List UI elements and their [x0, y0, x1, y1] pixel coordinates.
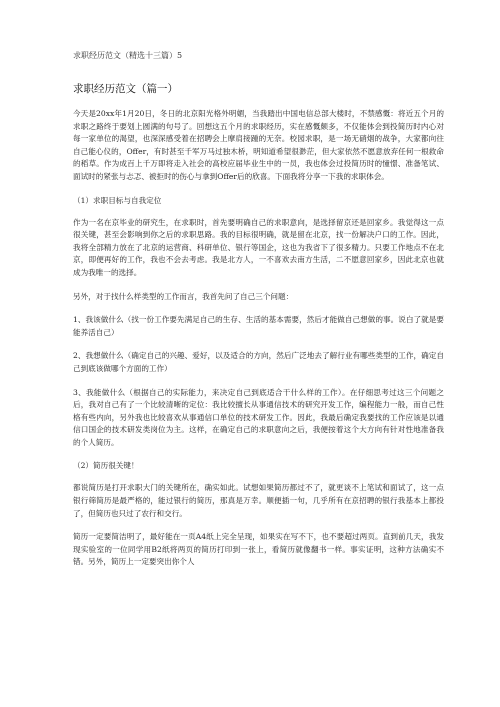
document-title: 求职经历范文（精选十三篇）5 [73, 51, 183, 60]
paragraph-intro: 今天是20xx年1月20日，冬日的北京阳光格外明媚，当我踏出中国电信总部大楼时，不禁感慨：将近五个月的求职之路终于要划上圆满的句号了。回想这五个月的求职经历，实在感慨颇多，不仅能体会到投简历时内心对每一家单位的渴望，也深深感受着在招聘会上摩肩接踵的无奈。校园求职，是一场无硝烟的战争，大家都向往自己能心仪的，Offer，有时甚至千军万马过独木桥，明知道希望很渺茫，但大家依然不愿意放弃任何一根救命的稻草。作为成百上千万即将走入社会的高校应届毕业生中的一员，我也体会过投简历时的憧憬、准备笔试、面试时的紧张与忐忑、被拒时的伤心与拿到Offer后的欣喜。下面我将分享一下我的求职体会。 [73, 109, 444, 181]
subheading-goals: （1）求职目标与自我定位 [73, 195, 162, 205]
paragraph-resume-key: 都说简历是打开求职大门的关键所在，确实如此。试想如果简历都过不了，就更谈不上笔试和面试了，这一点银行筛简历是最严格的，能过银行的简历，那真是万幸。顺便插一句，几乎所有在京招聘的银行我基本上都投了，但简历也只过了农行和交行。 [73, 483, 444, 518]
section-title: 求职经历范文（篇一） [73, 83, 178, 95]
paragraph-question-3: 3、我能做什么（根据自己的实际能力，来决定自己到底适合干什么样的工作）。在仔细思考过这三个问题之后，我对自己有了一个比较清晰的定位：我比较擅长从事通信技术的研究开发工作，编程能力一般，而自己性格有些内向，另外我也比较喜欢从事通信口单位的技术研发工作。因此，我最后确定我要找的工作应该是以通信口国企的技术研发类岗位为主。这样，在确定自己的求职意向之后，我便按着这个大方向有针对性地准备我的个人简历。 [73, 387, 444, 447]
paragraph-question-1: 1、我该做什么（找一份工作要先满足自己的生存、生活的基本需要，然后才能做自己想做的事。说白了就是要能养活自己） [73, 315, 444, 337]
paragraph-goals: 作为一名在京毕业的研究生，在求职时，首先要明确自己的求职意向，是选择留京还是回家乡。我觉得这一点很关键，甚至会影响到你之后的求职思路。我的目标很明确，就是留在北京，找一份解决户口的工作。因此，我将全部精力放在了北京的运营商、科研单位、银行等国企，这也为我省下了很多精力。只要工作地点不在北京，即便再好的工作，我也不会去考虑。我是北方人，一不喜欢去南方生活，二不愿意回家乡，因此北京也就成为我唯一的选择。 [73, 217, 444, 277]
subheading-resume: （2）简历很关键！ [73, 461, 139, 471]
paragraph-resume-format: 简历一定要简洁明了，最好能在一页A4纸上完全呈现，如果实在写不下，也不要超过两页。直到前几天，我发现实验室的一位同学用B2纸将两页的简历打印到一张上，看简历就像翻书一样。事实证明，这种方法确实不错。另外，简历上一定要突出你个人 [73, 532, 444, 567]
paragraph-question-2: 2、我想做什么（确定自己的兴趣、爱好，以及适合的方向，然后广泛地去了解行业有哪些类型的工作，确定自己到底该做哪个方面的工作） [73, 351, 444, 373]
paragraph-questions-intro: 另外，对于找什么样类型的工作而言，我首先问了自己三个问题： [73, 291, 294, 301]
